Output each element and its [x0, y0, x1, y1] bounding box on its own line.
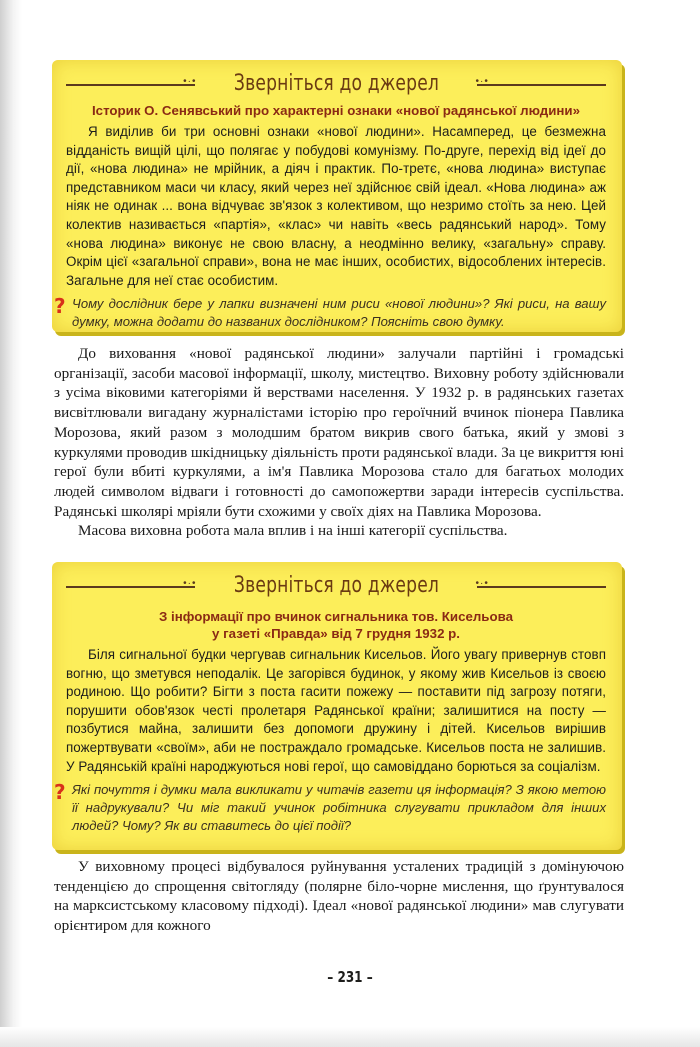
body-paragraph: До виховання «нової радянської людини» залучали партійні і громадські організації, засоби масової інформації, школу, мистецтво. Виховну роботу здійснювали з усіма віковими категоріями й верствами населення. У 1932 р. в радянських газетах висвітлювали вигадану журналістами історію про героїчний вчинок піонера Павлика Морозова, який разом з молодшим братом викрив свого батька, який у змові з куркулями проводив шкідницьку діяльність проти радянської влади. За це викриття юні герої були вбиті куркулями, а ім'я Павлика Морозова стало для багатьох молодих людей символом відваги і готовності до самопожертви заради інтересів суспільства. Радянські школярі мріяли бути схожими у своїх діях на Павлика Морозова.: [54, 345, 624, 520]
source-quote: Я виділив би три основні ознаки «нової людини». Насамперед, це безмежна відданість вищій цілі, що полягає у побудові комунізму. По-друге, перехід від ідеї до дії, «нова людина» не мрійник, а діяч і практик. По-третє, «нова людина» виступає представником маси чи класу, який через неї здійснює свій ідеал. «Нова людина» аж ніяк не одинак ... вона відчуває зв'язок з колективом, що незримо стоїть за нею. Цей колектив називається «партія», «клас» чи навіть «весь радянський народ». Тому «нова людина» виконує не свою власну, а неодмінно велику, «загальну» справу. Окрім цієї «загальної справи», вона не має інших, особистих, відособлених інтересів. Загальне для неї стає особистим.: [66, 124, 606, 288]
decorative-rule-right: [477, 84, 606, 86]
source-box-title: Зверніться до джерел: [233, 572, 439, 598]
decorative-rule-right: [477, 586, 606, 588]
question-mark-icon: ?: [54, 780, 66, 805]
source-question: [54, 780, 606, 834]
question-mark-icon: ?: [54, 294, 66, 319]
decorative-rule-left: [66, 586, 195, 588]
decorative-rule-left: [66, 84, 195, 86]
source-subtitle-line-1: З інформації про вчинок сигнальника тов. Кисельова: [158, 609, 514, 624]
source-subtitle: Історик О. Сенявський про характерні ознаки «нової радянської людини»: [91, 103, 580, 118]
page-binding-shadow: [0, 0, 22, 1047]
source-box-header: [66, 562, 606, 608]
source-box-senyavsky: [52, 60, 622, 332]
source-question-text: Які почуття і думки мала викликати у читачів газети ця інформація? З якою метою її надрукували? Чи міг такий учинок робітника слугувати прикладом для інших людей? Чому? Як ви ставитесь до цієї події?: [72, 782, 606, 833]
body-paragraph: Масова виховна робота мала вплив і на інші категорії суспільства.: [78, 522, 508, 540]
body-section-2: [54, 857, 624, 936]
source-box-title: Зверніться до джерел: [233, 70, 439, 96]
page-bottom-edge: [0, 1027, 700, 1047]
body-section-1: [54, 344, 624, 541]
source-question-text: Чому дослідник бере у лапки визначені ним риси «нової людини»? Які риси, на вашу думку, можна додати до названих дослідником? Поясніть свою думку.: [72, 296, 606, 330]
body-paragraph: У виховному процесі відбувалося руйнування усталених традицій з домінуючою тенденцією до спрощення світогляду (полярне біло-чорне мислення, що ґрунтувалося на марксистському класовому підході). Ідеал «нової радянської людини» мав слугувати орієнтиром для кожного: [54, 858, 624, 935]
source-quote: Біля сигнальної будки чергував сигнальник Кисельов. Його увагу привернув стовп вогню, що зметувся неподалік. Це загорівся будинок, у якому жив Кисельов із своєю родиною. Що робити? Бігти з поста гасити пожежу — поставити під загрозу потяги, порушити обов'язок честі пролетаря Радянської країни; залишитися на посту — позбутися майна, залишити без допомоги дружину і дітей. Кисельов вирішив пожертвувати «своїм», аби не постраждало громадське. Кисельов поста не залишив. У Радянській країні народжуються нові герої, що самовіддано борються за соціалізм.: [66, 647, 606, 774]
source-box-header: [66, 60, 606, 106]
source-question: [54, 294, 606, 331]
source-subtitle-line-2: у газеті «Правда» від 7 грудня 1932 р.: [212, 626, 460, 641]
source-box-kiselov: [52, 562, 622, 850]
page-number: – 231 –: [327, 968, 373, 986]
